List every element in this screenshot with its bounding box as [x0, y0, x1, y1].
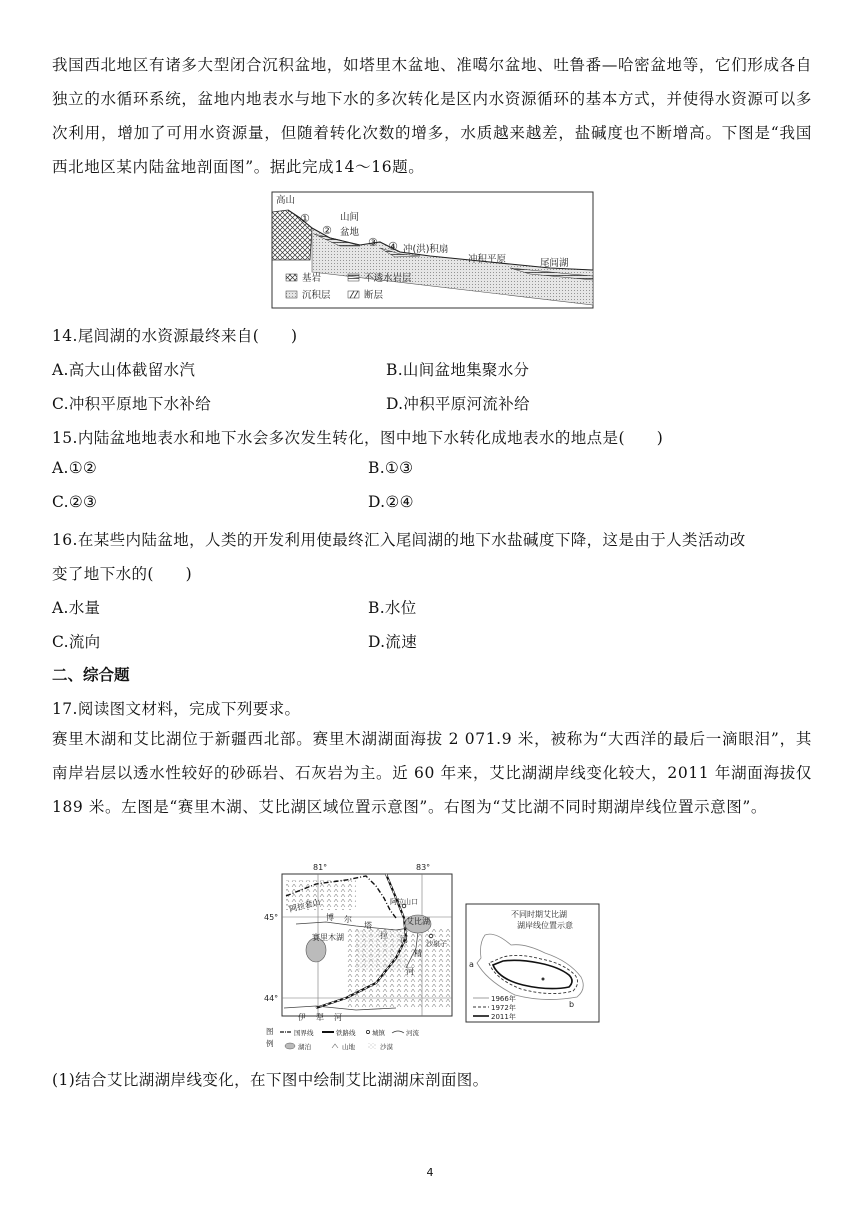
legend-railway: 铁路线: [336, 1029, 356, 1037]
q16-option-b[interactable]: B.水位: [368, 599, 417, 617]
label-shaquanzi: 沙泉子: [426, 940, 447, 948]
marker-1: ①: [300, 212, 310, 225]
page-number: 4: [426, 1166, 434, 1179]
legend-title-2: 例: [266, 1039, 274, 1048]
shoreline-figure: [465, 903, 600, 1023]
legend-river: 河流: [406, 1029, 419, 1037]
label-bo: 博: [326, 913, 334, 922]
label-he3: 河: [334, 1013, 342, 1022]
label-sayram-lake: 赛里木湖: [312, 933, 344, 942]
label-high-mountain: 高山: [276, 195, 296, 206]
q14-option-a[interactable]: A.高大山体截留水汽: [52, 361, 196, 379]
lon-81: 81°: [313, 863, 328, 872]
legend-town: 城镇: [372, 1029, 385, 1037]
label-plain: 冲积平原: [468, 254, 507, 265]
point-a: a: [469, 960, 474, 969]
legend-impermeable: 不透水岩层: [364, 273, 412, 284]
q16-option-a[interactable]: A.水量: [52, 599, 101, 617]
label-basin: 盆地: [340, 227, 360, 238]
q15-option-b[interactable]: B.①③: [368, 459, 414, 477]
marker-3: ③: [368, 236, 378, 249]
marker-2: ②: [322, 224, 332, 237]
legend-sediment-swatch: [286, 291, 297, 298]
legend-bedrock: 基岩: [302, 273, 322, 284]
legend-year-1972: 1972年: [491, 1004, 516, 1012]
label-ta: 塔: [364, 921, 372, 930]
legend-year-2011: 2011年: [491, 1013, 516, 1021]
lat-45: 45°: [264, 913, 279, 922]
question-16-stem-line1: 16.在某些内陆盆地，人类的开发利用使最终汇入尾闾湖的地下水盐碱度下降，这是由于人类活动改: [52, 531, 746, 549]
label-he2: 河: [406, 967, 414, 976]
marker-4: ④: [388, 240, 398, 253]
label-fan: 冲(洪)积扇: [403, 244, 449, 255]
intro-paragraph: 我国西北地区有诸多大型闭合沉积盆地，如塔里木盆地、准噶尔盆地、吐鲁番—哈密盆地等，它们形成各自独立的水循环系统，盆地内地表水与地下水的多次转化是区内水资源循环的基本方式，并使得水资源可以多次利用，增加了可用水资源量，但随着转化次数的增多，水质越来越差，盐碱度也不断增高。下图是“我国西北地区某内陆盆地剖面图”。据此完成14～16题。: [52, 56, 812, 176]
label-er: 尔: [344, 915, 352, 924]
question-17-material: 赛里木湖和艾比湖位于新疆西北部。赛里木湖湖面海拔 2 071.9 米，被称为“大西洋的最后一滴眼泪”，其南岸岩层以透水性较好的砂砾岩、石灰岩为主。近 60 年来，艾比湖湖岸线变化较大，2011 年湖面海拔仅 189 米。左图是“赛里木湖、艾比湖区域位置示意图”。右图为“艾比湖不同时期湖岸线位置示意图”。: [52, 730, 812, 816]
point-b: b: [569, 1000, 575, 1009]
section-heading: 二、综合题: [52, 666, 130, 684]
legend-impermeable-swatch: [348, 274, 359, 281]
label-li: 犁: [316, 1013, 324, 1022]
label-intermountain: 山间: [340, 212, 360, 223]
question-16-stem-line2: 变了地下水的( ): [52, 565, 193, 583]
legend-mountain: 山地: [342, 1043, 355, 1051]
q14-option-b[interactable]: B.山间盆地集聚水分: [386, 361, 530, 379]
town-shaquanzi: [429, 934, 433, 938]
shoreline-title-2: 湖岸线位置示意: [517, 921, 573, 930]
q15-option-c[interactable]: C.②③: [52, 493, 98, 511]
location-map-figure: [256, 858, 456, 1058]
q14-option-d[interactable]: D.冲积平原河流补给: [386, 395, 530, 413]
question-15-stem: 15.内陆盆地地表水和地下水会多次发生转化，图中地下水转化成地表水的地点是( ): [52, 429, 664, 447]
question-14-stem: 14.尾闾湖的水资源最终来自( ): [52, 327, 298, 345]
legend-desert: 沙漠: [380, 1043, 393, 1051]
label-alashankou: 阿拉山口: [390, 898, 418, 906]
legend-border: 国界线: [294, 1029, 314, 1037]
label-ebinur-lake: 艾比湖: [406, 917, 430, 926]
q16-option-c[interactable]: C.流向: [52, 633, 101, 651]
legend-title-1: 图: [266, 1027, 274, 1036]
legend-bedrock-swatch: [286, 274, 297, 281]
question-17-stem: 17.阅读图文材料，完成下列要求。: [52, 700, 301, 718]
q15-option-a[interactable]: A.①②: [52, 459, 98, 477]
legend-lake: 湖泊: [298, 1043, 311, 1051]
label-yi: 伊: [298, 1013, 306, 1022]
q15-option-d[interactable]: D.②④: [368, 493, 414, 511]
label-la: 拉: [380, 931, 388, 940]
basin-profile-figure: [270, 190, 595, 310]
q16-option-d[interactable]: D.流速: [368, 633, 418, 651]
label-jing: 精: [414, 949, 422, 958]
shoreline-title-1: 不同时期艾比湖: [511, 910, 567, 919]
q14-option-c[interactable]: C.冲积平原地下水补给: [52, 395, 212, 413]
label-tail-lake: 尾闾湖: [540, 258, 569, 269]
lat-44: 44°: [264, 994, 279, 1003]
question-17-part-1: (1)结合艾比湖湖岸线变化，在下图中绘制艾比湖湖床剖面图。: [52, 1071, 489, 1089]
legend-sediment: 沉积层: [302, 290, 331, 301]
label-alatau-mountain: 阿拉套山: [288, 897, 322, 914]
legend-fault: 断层: [364, 290, 384, 301]
legend-year-1966: 1966年: [491, 995, 516, 1003]
label-he: 河: [400, 935, 408, 944]
lon-83: 83°: [416, 863, 431, 872]
